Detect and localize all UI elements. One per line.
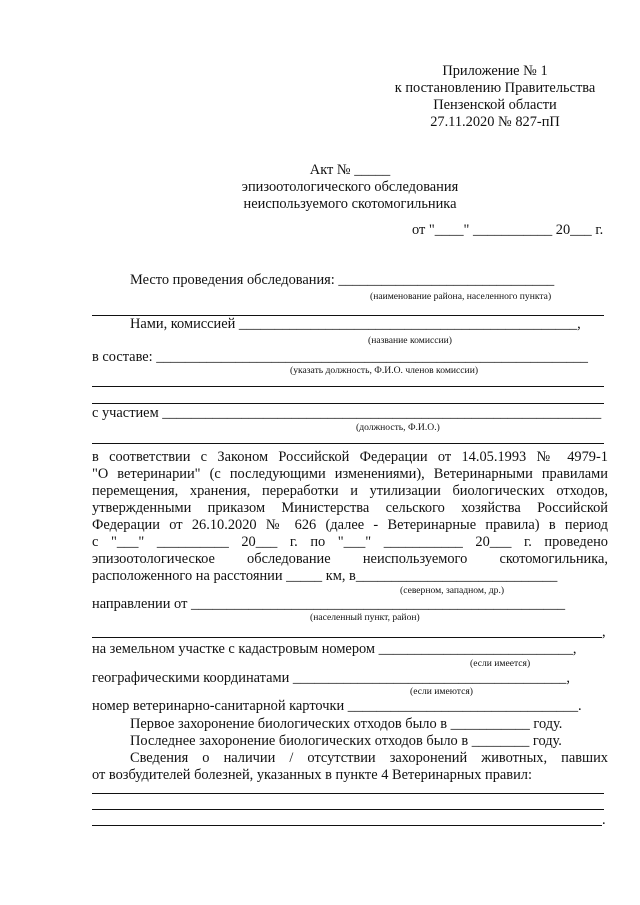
commission-label: Нами, комиссией _______________________________________________, [130, 316, 581, 332]
place-label: Место проведения обследования: ______________________________ [130, 272, 555, 288]
participation-hint: (должность, Ф.И.О.) [356, 422, 440, 433]
direction-line-2 [92, 637, 602, 638]
participation-label: с участием _____________________________________________________________ [92, 405, 602, 421]
direction-from: направлении от ____________________________________________________ [92, 596, 566, 612]
place-hint: (наименование района, населенного пункта) [370, 291, 552, 302]
act-date: от "____" ___________ 20___ г. [412, 222, 604, 238]
body-line-5: Федерации от 26.10.2020 № 626 (далее - Ветеринарные правила) в период [92, 517, 608, 533]
burial-info-blank-1 [92, 793, 604, 794]
body-line-1: в соответствии с Законом Российской Федерации от 14.05.1993 № 4979-1 [92, 449, 608, 465]
coordinates: географическими координатами ______________________________________, [92, 670, 570, 686]
burial-info-line-1: Сведения о наличии / отсутствии захоронений животных, павших [130, 750, 608, 766]
direction-hint: (северном, западном, др.) [400, 585, 505, 596]
commission-hint: (название комиссии) [368, 335, 452, 346]
appendix-date: 27.11.2020 № 827-пП [430, 114, 560, 130]
participation-line-2 [92, 443, 604, 444]
body-line-6: с "___" __________ 20___ г. по "___" ___________ 20___ г. проведено [92, 534, 608, 550]
burial-info-end-dot: . [602, 812, 606, 828]
direction-line-2-comma: , [602, 624, 606, 640]
coordinates-hint: (если имеются) [410, 686, 473, 697]
direction-from-hint: (населенный пункт, район) [310, 612, 420, 623]
cadastral-hint: (если имеется) [470, 658, 531, 669]
act-title-line2: неиспользуемого скотомогильника [243, 196, 457, 212]
act-title-line1: эпизоотологического обследования [241, 179, 459, 195]
burial-info-blank-3 [92, 825, 602, 826]
burial-info-blank-2 [92, 809, 604, 810]
body-line-4: утвержденными приказом Министерства сельского хозяйства Российской [92, 500, 608, 516]
last-burial: Последнее захоронение биологических отходов было в ________ году. [130, 733, 562, 749]
first-burial: Первое захоронение биологических отходов было в ___________ году. [130, 716, 563, 732]
composition-hint: (указать должность, Ф.И.О. членов комиссии) [290, 365, 479, 376]
appendix-decree: к постановлению Правительства [394, 80, 596, 96]
composition-line-2 [92, 386, 604, 387]
burial-info-line-2: от возбудителей болезней, указанных в пункте 4 Ветеринарных правил: [92, 767, 532, 783]
vet-card-number: номер ветеринарно-санитарной карточки ________________________________. [92, 698, 582, 714]
act-number: Акт № _____ [309, 162, 391, 178]
body-line-2: "О ветеринарии" (с последующими изменениями), Ветеринарными правилами [92, 466, 608, 482]
composition-label: в составе: ____________________________________________________________ [92, 349, 588, 365]
appendix-region: Пензенской области [433, 97, 557, 113]
cadastral-number: на земельном участке с кадастровым номером ___________________________, [92, 641, 577, 657]
body-line-8: расположенного на расстоянии _____ км, в____________________________ [92, 568, 558, 584]
body-line-7: эпизоотологическое обследование неиспользуемого скотомогильника, [92, 551, 608, 567]
appendix-number: Приложение № 1 [442, 63, 548, 79]
body-line-3: перемещения, хранения, переработки и утилизации биологических отходов, [92, 483, 608, 499]
composition-line-3 [92, 403, 604, 404]
